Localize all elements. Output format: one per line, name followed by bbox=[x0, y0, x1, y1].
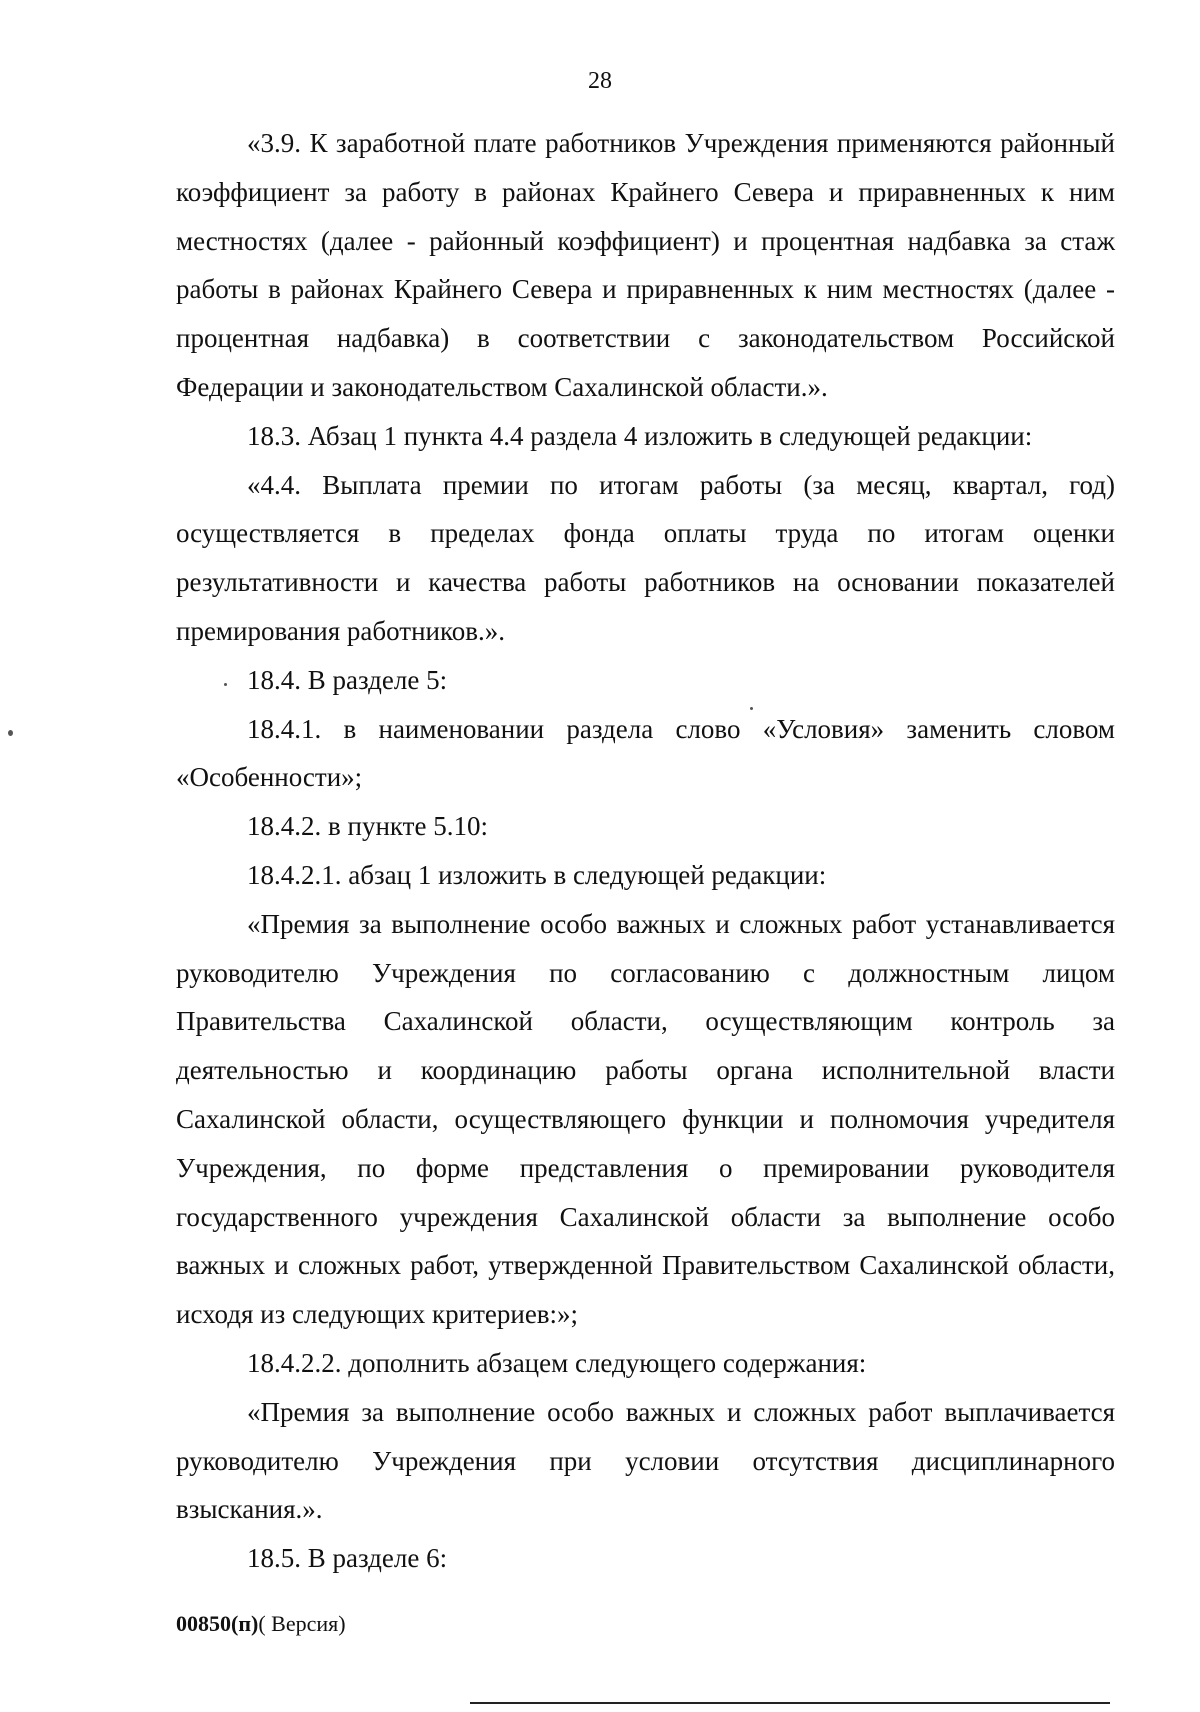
scan-speck bbox=[224, 683, 227, 686]
paragraph-18-4-2-1: 18.4.2.1. абзац 1 изложить в следующей редакции: bbox=[247, 859, 827, 890]
paragraph-3-9: «3.9. К заработной плате работников Учреждения применяются районный коэффициент за работу в районах Крайнего Севера и приравненных к ним местностях (далее - районный коэффициент) и процентная надбавка за стаж работы в районах Крайнего Севера и приравненных к ним местностях (далее - процентная надбавка) в соответствии с законодательством Российской Федерации и законодательством Сахалинской области.». bbox=[176, 128, 1115, 402]
document-code: 00850(п) bbox=[176, 1611, 259, 1636]
paragraph-18-3: 18.3. Абзац 1 пункта 4.4 раздела 4 изложить в следующей редакции: bbox=[247, 420, 1033, 451]
document-version: ( Версия) bbox=[258, 1611, 346, 1636]
paragraph-4-4: «4.4. Выплата премии по итогам работы (за месяц, квартал, год) осуществляется в пределах фонда оплаты труда по итогам оценки результативности и качества работы работников на основании показателей премирования работников.». bbox=[176, 469, 1115, 646]
scan-speck bbox=[8, 730, 13, 736]
paragraph-18-4-2-2: 18.4.2.2. дополнить абзацем следующего содержания: bbox=[247, 1347, 867, 1378]
document-footer bbox=[176, 1610, 346, 1638]
scan-speck bbox=[750, 707, 753, 710]
paragraph-18-5: 18.5. В разделе 6: bbox=[247, 1543, 448, 1574]
document-body bbox=[176, 119, 1115, 1583]
paragraph-bonus-condition: «Премия за выполнение особо важных и сложных работ выплачивается руководителю Учреждения при условии отсутствия дисциплинарного взыскания.». bbox=[176, 1396, 1115, 1525]
scan-edge-line bbox=[470, 1702, 1110, 1704]
paragraph-18-4-1: 18.4.1. в наименовании раздела слово «Условия» заменить словом «Особенности»; bbox=[176, 713, 1115, 793]
paragraph-18-4-2: 18.4.2. в пункте 5.10: bbox=[247, 811, 488, 842]
paragraph-18-4: 18.4. В разделе 5: bbox=[247, 664, 448, 695]
page-number: 28 bbox=[588, 68, 612, 94]
paragraph-bonus-criteria: «Премия за выполнение особо важных и сложных работ устанавливается руководителю Учреждения по согласованию с должностным лицом Правительства Сахалинской области, осуществляющим контроль за деятельностью и координацию работы органа исполнительной власти Сахалинской области, осуществляющего функции и полномочия учредителя Учреждения, по форме представления о премировании руководителя государственного учреждения Сахалинской области за выполнение особо важных и сложных работ, утвержденной Правительством Сахалинской области, исходя из следующих критериев:»; bbox=[176, 908, 1115, 1330]
